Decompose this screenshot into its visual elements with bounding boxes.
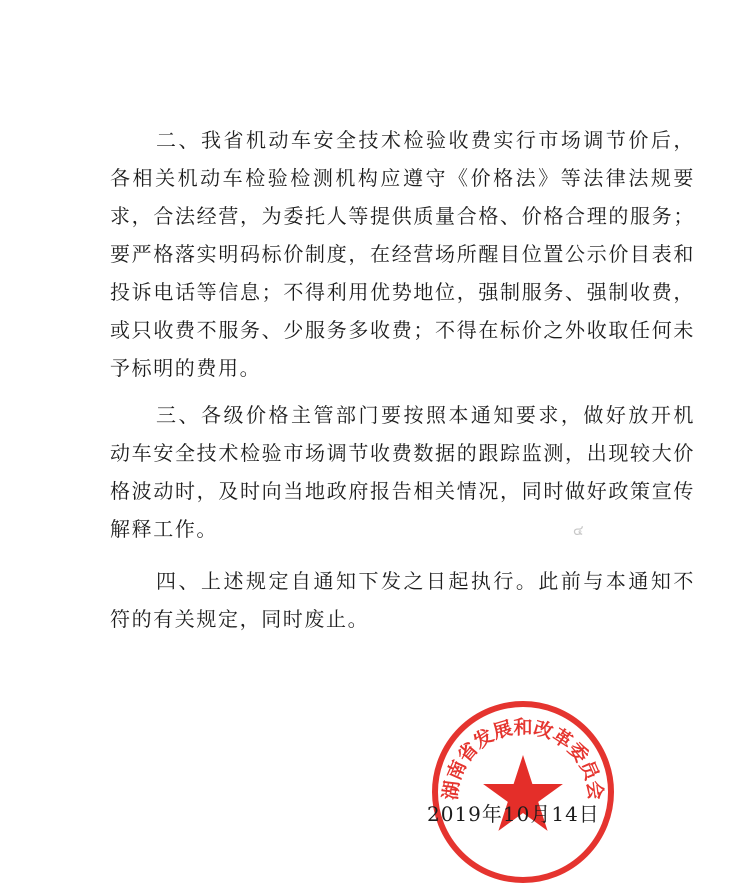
issue-date: 2019年10月14日 (427, 802, 600, 826)
paragraph-item-3: 三、各级价格主管部门要按照本通知要求，做好放开机动车安全技术检验市场调节收费数据的跟踪监测，出现较大价格波动时，及时向当地政府报告相关情况，同时做好政策宣传解释工作。 (110, 403, 695, 541)
seal-text: 湖南省发展和改革委员会 (439, 716, 607, 802)
scan-mark: ๔ (573, 523, 584, 539)
paragraph-item-4: 四、上述规定自通知下发之日起执行。此前与本通知不符的有关规定，同时废止。 (110, 569, 695, 631)
paragraph-item-2: 二、我省机动车安全技术检验收费实行市场调节价后，各相关机动车检验检测机构应遵守《价格法》等法律法规要求，合法经营，为委托人等提供质量合格、价格合理的服务；要严格落实明码标价制度，在经营场所醒目位置公示价目表和投诉电话等信息；不得利用优势地位，强制服务、强制收费，或只收费不服务、少服务多收费；不得在标价之外收取任何未予标明的费用。 (110, 128, 695, 380)
official-seal (428, 697, 618, 887)
